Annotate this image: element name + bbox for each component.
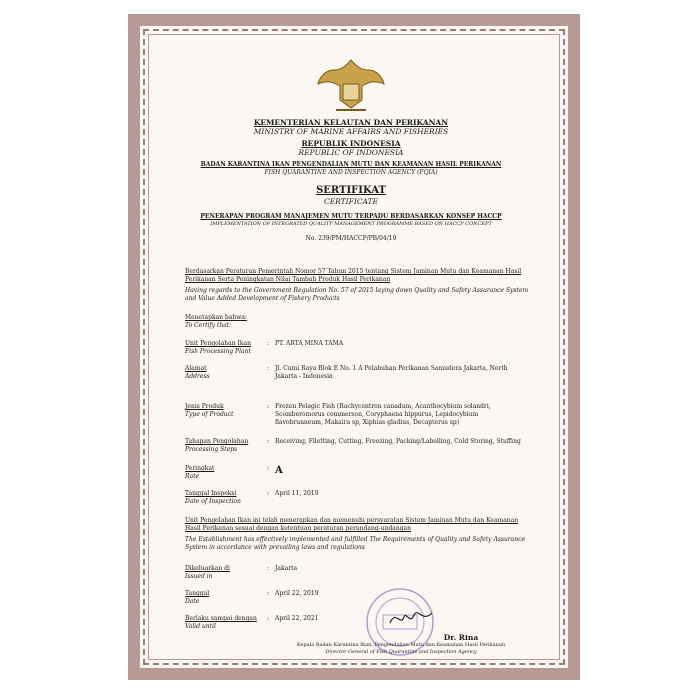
- field-label-en: Rate: [185, 473, 200, 480]
- ministry-en: MINISTRY OF MARINE AFFAIRS AND FISHERIES: [253, 127, 449, 136]
- field-label-id: Tahapan Pengolahan: [185, 438, 249, 445]
- field-value: PT. ARTA MINA TAMA: [275, 340, 344, 347]
- field-label-id: Alamat: [185, 365, 207, 372]
- issue-label-id: Dikeluarkan di: [185, 565, 230, 572]
- rate-value: A: [275, 465, 283, 476]
- signature: [386, 605, 436, 630]
- field-label-en: Date of Inspection: [185, 498, 241, 505]
- certificate-number: No. 239/PM/HACCP/PB/04/19: [305, 235, 397, 242]
- republic-en: REPUBLIC OF INDONESIA: [298, 148, 404, 157]
- field-label-en: Processing Steps: [185, 446, 238, 453]
- field-value: April 11, 2019: [275, 490, 319, 497]
- field-value: Jl. Cumi Raya Blok E No. 1 A Pelabuhan Perikanan Samudera Jakarta, North Jakarta - Indonesia: [275, 365, 508, 380]
- ministry-id: KEMENTERIAN KELAUTAN DAN PERIKANAN: [253, 118, 449, 127]
- certify-id: Menetapkan bahwa:: [185, 314, 247, 321]
- issue-value: April 22, 2021: [275, 615, 319, 622]
- issue-label-id: Tanggal: [185, 590, 210, 597]
- field-label-id: Tanggal Inspeksi: [185, 490, 237, 497]
- program-en: IMPLEMENTATION OF INTEGRATED QUALITY MANAGEMENT PROGRAMME BASED ON HACCP CONCEPT: [210, 221, 492, 227]
- issue-label-en: Valid until: [185, 623, 216, 630]
- field-value: Receiving, Filetting, Cutting, Freezing, Packing/Labelling, Cold Storing, Stuffing: [275, 438, 521, 445]
- field-label-en: Type of Product: [185, 411, 234, 418]
- issue-value: April 22, 2019: [275, 590, 319, 597]
- field-label-id: Peringkat: [185, 465, 215, 472]
- signatory-name: Dr. Rina: [443, 633, 479, 642]
- statement-id: Unit Pengolahan Ikan ini telah menerapkan dan memenuhi persyaratan Sistem Jaminan Mutu dan Keamanan Hasil Perikanan sesuai dengan ketentuan peraturan perundang-undangan: [185, 517, 519, 532]
- field-label-id: Unit Pengolahan Ikan: [185, 340, 251, 347]
- certificate-title: SERTIFIKAT: [316, 185, 386, 196]
- issue-value: Jakarta: [275, 565, 298, 572]
- republic-id: REPUBLIK INDONESIA: [301, 139, 401, 148]
- field-label-en: Address: [185, 373, 210, 380]
- preamble-en: Having regards to the Government Regulation No. 57 of 2015 laying down Quality and Safety Assurance System and Value Added Development of Fishery Products: [185, 287, 529, 302]
- field-label-id: Jenis Produk: [185, 403, 224, 410]
- signatory-title-id: Kepala Badan Karantina Ikan, Pengendalian Mutu dan Keamanan Hasil Perikanan: [296, 642, 506, 648]
- agency-en: FISH QUARANTINE AND INSPECTION AGENCY (FQIA): [264, 169, 438, 176]
- preamble-id: Berdasarkan Peraturan Pemerintah Nomor 57 Tahun 2015 tentang Sistem Jaminan Mutu dan Keamanan Hasil Perikanan Serta Peningkatan Nilai Tambah Produk Hasil Perikanan: [185, 268, 522, 283]
- program-id: PENERAPAN PROGRAM MANAJEMEN MUTU TERPADU BERDASARKAN KONSEP HACCP: [200, 213, 502, 220]
- agency-id: BADAN KARANTINA IKAN PENGENDALIAN MUTU DAN KEAMANAN HASIL PERIKANAN: [200, 161, 502, 168]
- issue-label-id: Berlaku sampai dengan: [185, 615, 257, 622]
- certificate-subtitle: CERTIFICATE: [323, 197, 379, 206]
- field-label-en: Fish Processing Plant: [185, 348, 251, 355]
- field-value: Frozen Pelagic Fish (Rachycentron canadum, Acanthocybium solandri, Scomberomorus commerson, Coryphaena hippurus, Lepidocybium flavobrunneum, Makaira sp, Xiphias gladius, Decapterus sp): [275, 403, 491, 426]
- garuda-emblem: [316, 56, 386, 116]
- signatory-title-en: Director General of Fish Quarantine and Inspection Agency: [325, 649, 477, 655]
- statement-en: The Establishment has effectively implemented and fulfilled The Requirements of Quality and Safety Assurance System in accordance with prevailing laws and regulations: [185, 536, 526, 551]
- issue-label-en: Issued in: [185, 573, 213, 580]
- issue-label-en: Date: [185, 598, 200, 605]
- certify-en: To Certify that:: [185, 322, 232, 329]
